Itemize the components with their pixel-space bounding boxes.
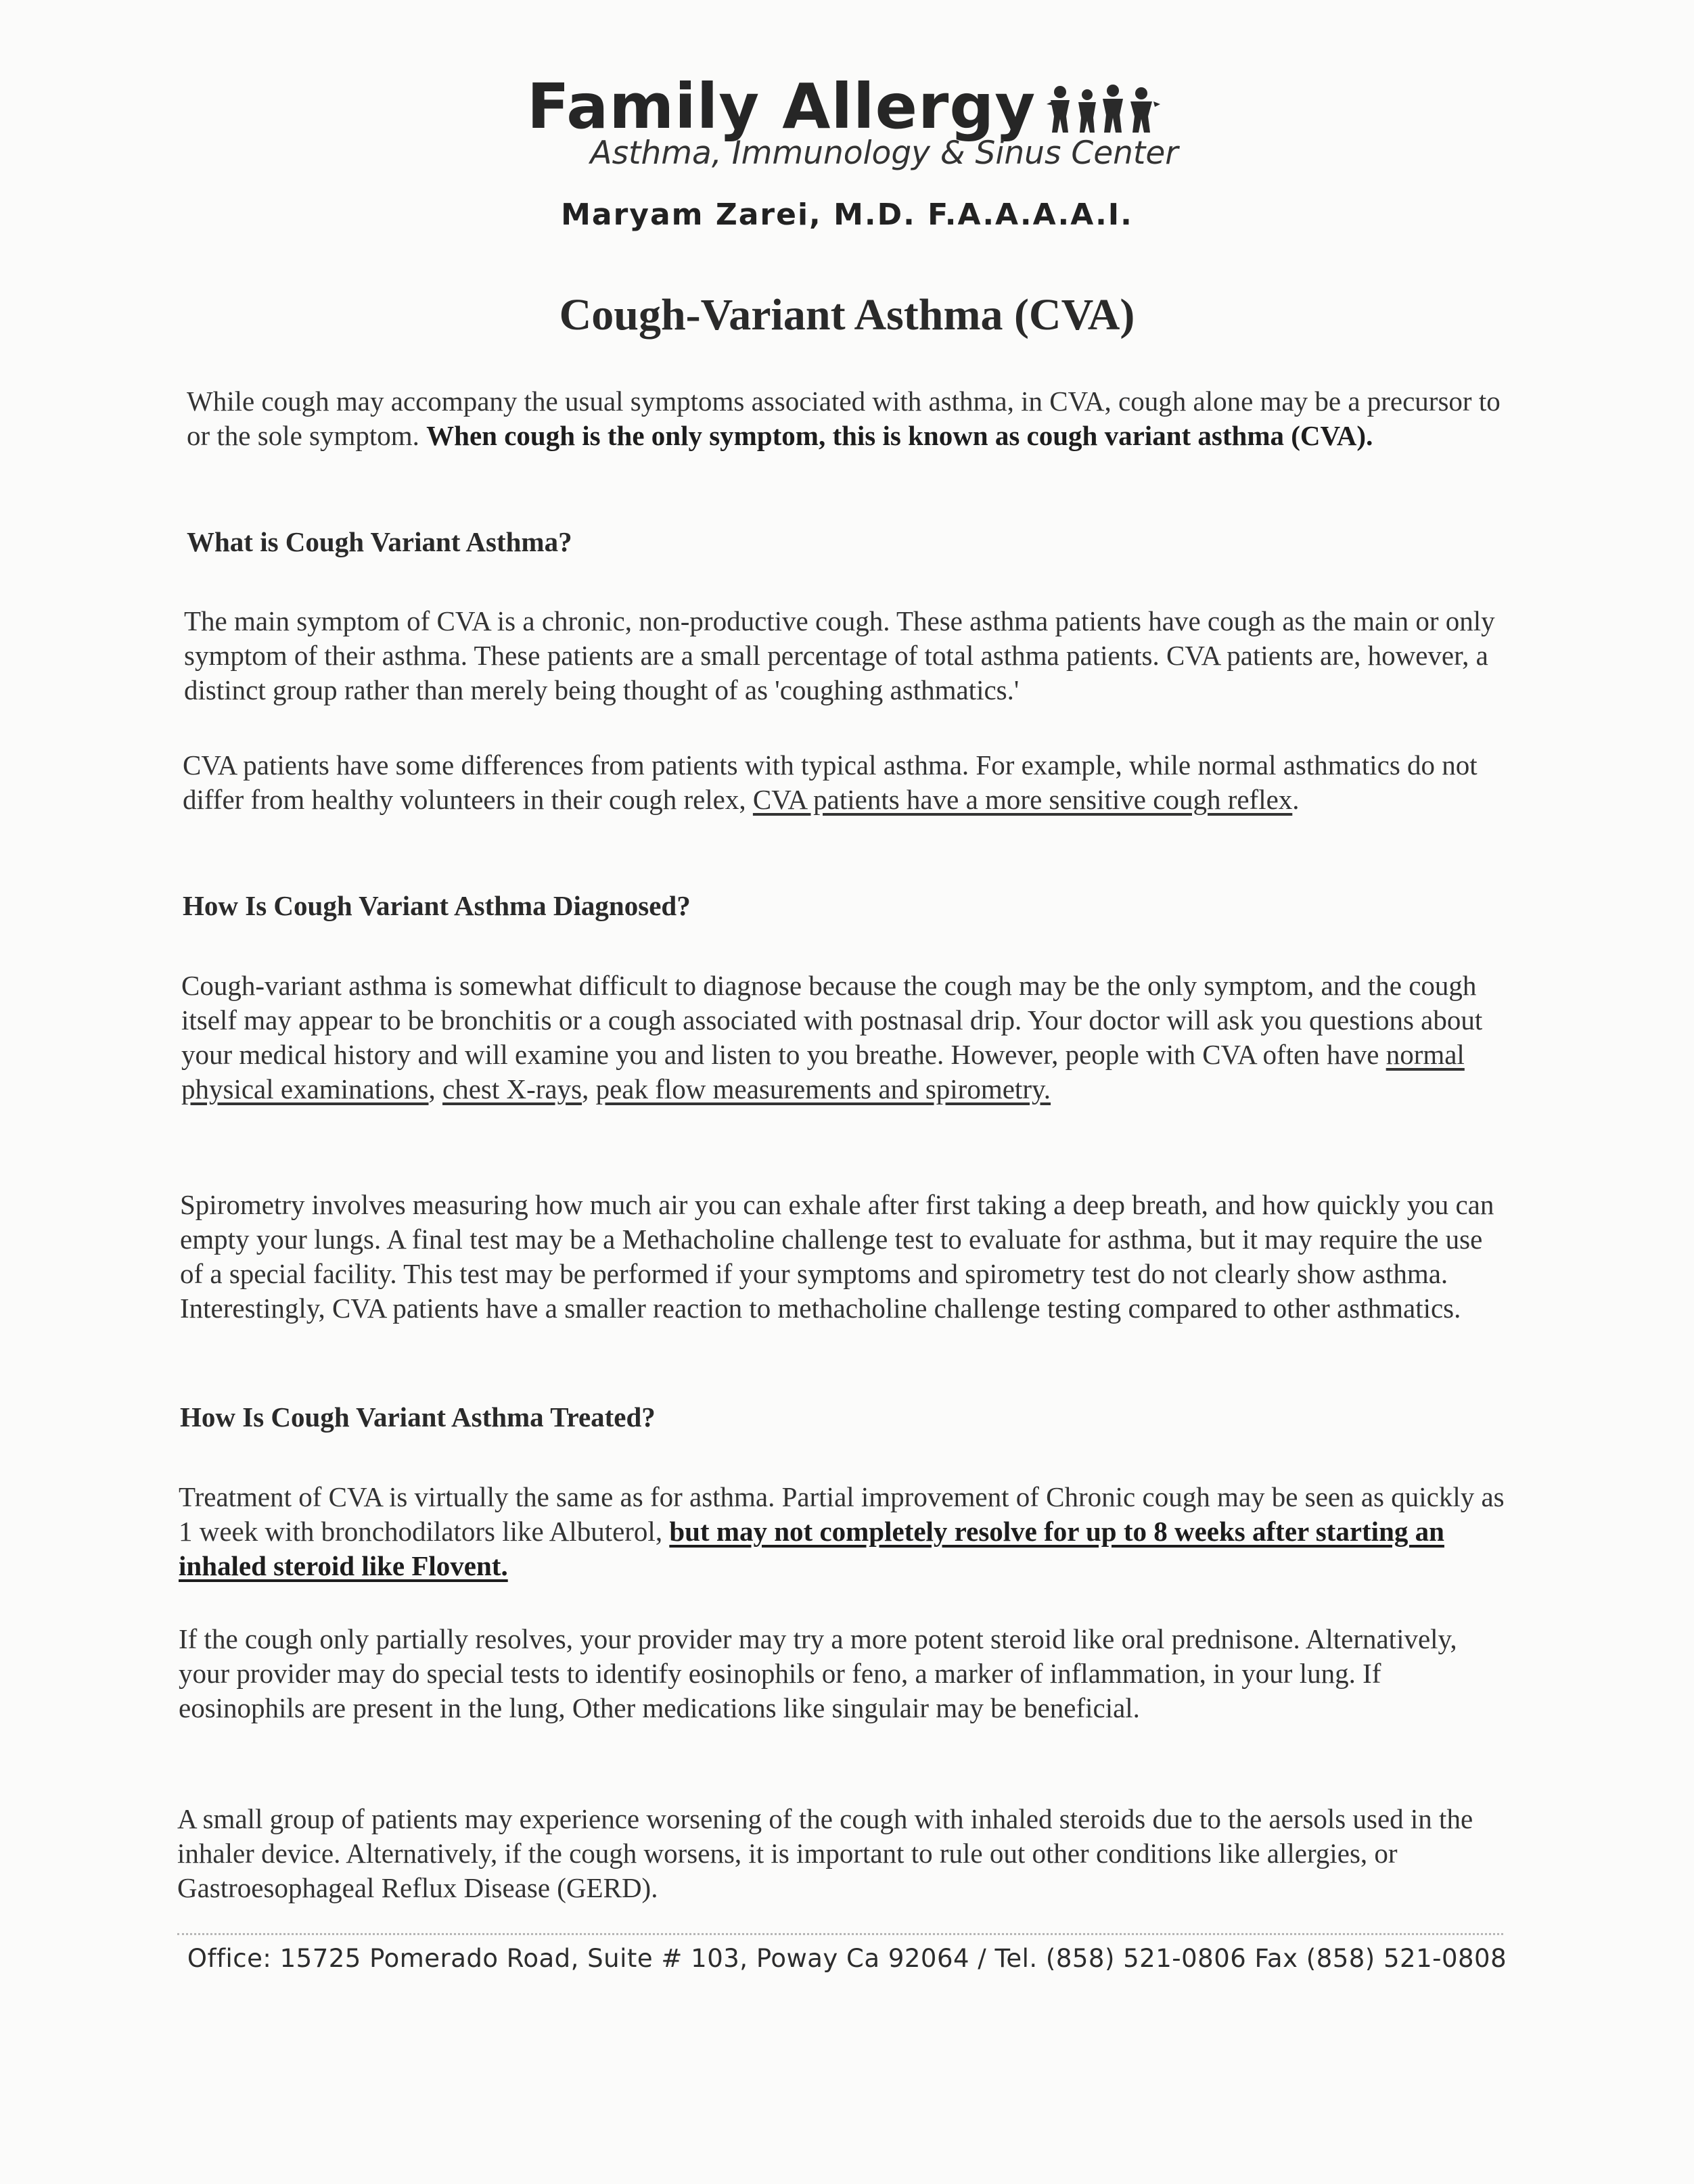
section3-paragraph-2	[179, 1622, 1513, 1725]
section3-p1-text: Treatment of CVA is virtually the same as for asthma. Partial improvement of Chronic cough may be seen as quickly as 1 week with bronchodilators like Albuterol,	[179, 1481, 1505, 1547]
section3-p2-text: If the cough only partially resolves, your provider may try a more potent steroid like oral prednisone. Alternatively, your provider may do special tests to identify eosinophils or feno, a marker of inflammation, in your lung. If eosinophils are present in the lung, Other medications like singulair may be beneficial.	[179, 1623, 1457, 1723]
intro-paragraph	[187, 384, 1513, 453]
section-heading-what: What is Cough Variant Asthma?	[187, 526, 572, 557]
family-people-icon	[1045, 84, 1167, 134]
section2-paragraph-2	[180, 1188, 1511, 1326]
letterhead	[0, 70, 1694, 232]
section2-paragraph-1	[181, 969, 1513, 1107]
doctor-name: Maryam Zarei, M.D. F.A.A.A.A.I.	[561, 198, 1133, 232]
section1-p2-end: .	[1292, 784, 1300, 815]
xray-text: chest X-rays	[442, 1073, 582, 1105]
section1-p1-text: The main symptom of CVA is a chronic, non-productive cough. These asthma patients have cough as the main or only symptom of their asthma. These patients are a small percentage of total asthma patients. CVA patients are, however, a distinct group rather than merely being thought of as 'coughing asthmatics.'	[184, 605, 1495, 705]
section2-p1-text: Cough-variant asthma is somewhat difficult to diagnose because the cough may be the only symptom, and the cough itself may appear to be bronchitis or a cough associated with postnasal drip. Your doctor will ask you questions about your medical history and will examine you and listen to you breathe. However, people with CVA often have	[181, 970, 1483, 1070]
footer-divider	[177, 1933, 1503, 1935]
peak-flow-text: peak flow measurements and spirometry.	[595, 1073, 1051, 1105]
tagline: Asthma, Immunology & Sinus Center	[590, 135, 1178, 172]
intro-text: While cough may accompany the usual symptoms associated with asthma, in CVA, cough alone may be a precursor to or the sole symptom.	[187, 386, 1501, 451]
flovent-text: but may not completely resolve for up to 8 weeks after starting an inhaled steroid like Flovent.	[179, 1516, 1444, 1581]
sensitive-reflex-text: CVA patients have a more sensitive cough reflex	[752, 784, 1293, 815]
page-title: Cough-Variant Asthma (CVA)	[559, 290, 1135, 340]
brand-name: Family Allergy	[526, 70, 1036, 143]
section1-paragraph-2	[183, 748, 1509, 817]
section2-p2-text: Spirometry involves measuring how much air you can exhale after first taking a deep breath, and how quickly you can empty your lungs. A final test may be a Methacholine challenge test to evaluate for asthma, but it may require the use of a special facility. This test may be performed if your symptoms and spirometry test do not clearly show asthma. Interestingly, CVA patients have a smaller reaction to methacholine challenge testing compared to other asthmatics.	[180, 1189, 1494, 1324]
comma-separator: ,	[428, 1073, 442, 1105]
comma-separator: ,	[582, 1073, 596, 1105]
office-footer: Office: 15725 Pomerado Road, Suite # 103, Poway Ca 92064 / Tel. (858) 521-0806 Fax (858) 521-0808	[187, 1944, 1507, 1973]
intro-bold-text: When cough is the only symptom, this is known as cough variant asthma (CVA).	[426, 420, 1373, 451]
section-heading-treated: How Is Cough Variant Asthma Treated?	[180, 1401, 656, 1433]
section3-paragraph-1	[179, 1480, 1513, 1583]
section1-p2-text: CVA patients have some differences from patients with typical asthma. For example, while normal asthmatics do not differ from healthy volunteers in their cough relex,	[183, 749, 1478, 815]
section1-paragraph-1	[184, 604, 1510, 707]
section3-paragraph-3	[177, 1802, 1511, 1905]
section3-p3-text: A small group of patients may experience worsening of the cough with inhaled steroids due to the aersols used in the inhaler device. Alternatively, if the cough worsens, it is important to rule out other conditions like allergies, or Gastroesophageal Reflux Disease (GERD).	[177, 1803, 1473, 1903]
section-heading-diagnosed: How Is Cough Variant Asthma Diagnosed?	[183, 890, 691, 921]
logo	[0, 70, 1694, 143]
exam-text: normal physical examinations	[181, 1039, 1465, 1105]
